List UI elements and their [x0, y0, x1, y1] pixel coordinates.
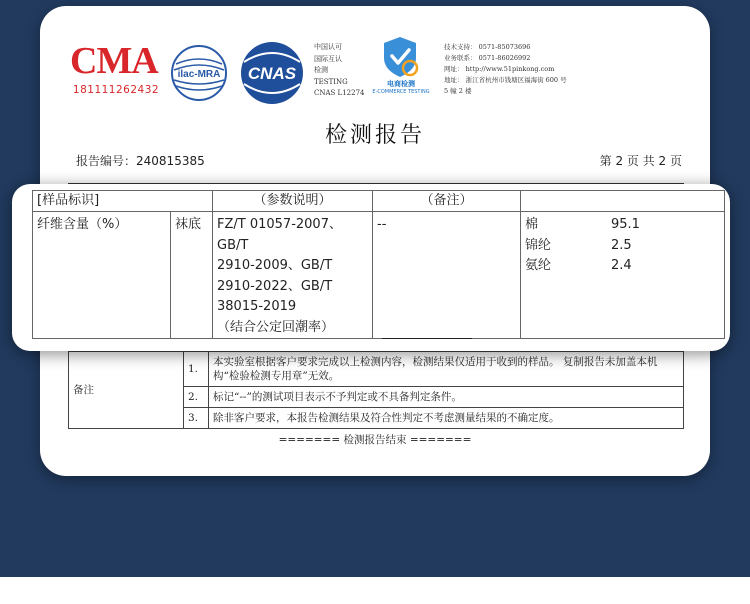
results-cell — [521, 212, 725, 339]
cma-logo-text: CMA — [70, 40, 158, 82]
lab-info-line: TESTING — [314, 77, 348, 86]
underline — [382, 338, 472, 339]
report-number — [76, 152, 205, 169]
report-number-label: 报告编号： — [76, 154, 137, 168]
remark-number: 2. — [184, 387, 209, 408]
remarks-label: 备注 — [69, 352, 184, 429]
standard-line: （结合公定回潮率） — [217, 319, 335, 335]
remark-cell: -- — [373, 212, 521, 339]
standard-line: FZ/T 01057-2007、GB/T — [217, 217, 342, 253]
sample-cell: 袜底 — [171, 212, 213, 339]
cnas-logo — [238, 40, 306, 106]
header-sample-id: [样品标识] — [33, 191, 213, 212]
report-title: 检测报告 — [324, 123, 425, 148]
contact-info — [444, 42, 567, 97]
contact-line: 业务联系： 0571-86026992 — [444, 54, 531, 62]
item-cell: 纤维含量（%） — [33, 212, 171, 339]
ecommerce-logo-cn: 电商检测 — [387, 80, 415, 88]
fiber-content-table — [32, 190, 725, 339]
lab-info-line: 中国认可 — [314, 43, 342, 51]
fiber-value: 2.4 — [611, 258, 632, 273]
standard-line: 38015-2019 — [217, 299, 297, 314]
fiber-name: 锦纶 — [525, 237, 552, 253]
lab-info-line: 国际互认 — [314, 54, 342, 63]
standard-cell — [213, 212, 373, 339]
contact-line: 技术支持： 0571-85073696 — [444, 43, 531, 51]
contact-line: 地址： 浙江省杭州市钱塘区福海街 600 号 — [444, 76, 567, 84]
header-params: （参数说明） — [213, 191, 373, 212]
accreditation-info — [314, 42, 364, 100]
lab-info-line: CNAS L12274 — [314, 89, 365, 97]
page-indicator: 第 2 页 共 2 页 — [599, 154, 682, 168]
report-end-marker: ======= 检测报告结束 ======= — [278, 434, 472, 446]
zoomed-table-overlay — [12, 184, 730, 351]
contact-line: 5 幢 2 楼 — [444, 87, 472, 95]
cma-number: 181111262432 — [72, 84, 160, 96]
ecommerce-logo-en: E-COMMERCE TESTING — [372, 89, 430, 95]
remarks-table — [68, 351, 684, 429]
standard-line: 2910-2022、GB/T — [217, 278, 333, 294]
remark-text: 除非客户要求，本报告检测结果及符合性判定不考虑测量结果的不确定度。 — [209, 408, 684, 429]
table-header-row — [33, 191, 725, 212]
standard-line: 2910-2009、GB/T — [217, 258, 333, 273]
remark-number: 3. — [184, 408, 209, 429]
remark-number: 1. — [184, 352, 209, 387]
remark-text: 本实验室根据客户要求完成以上检测内容，检测结果仅适用于收到的样品。 复制报告未加盖本机构“检验检测专用章”无效。 — [209, 352, 684, 387]
ilac-logo-text: ilac-MRA — [177, 69, 221, 80]
fiber-value: 95.1 — [611, 217, 640, 232]
fiber-name: 氨纶 — [525, 258, 552, 273]
remark-text: 标记“--”的测试项目表示不予判定或不具备判定条件。 — [209, 387, 684, 408]
fiber-value: 2.5 — [611, 237, 632, 253]
report-number-value: 240815385 — [136, 154, 205, 168]
bottom-strip — [0, 577, 750, 604]
result-line — [525, 256, 645, 277]
cma-logo — [70, 40, 162, 100]
contact-line: 网址： http://www.51pinkong.com — [444, 65, 555, 73]
lab-info-line: 检测 — [314, 66, 328, 74]
cnas-logo-text: CNAS — [247, 64, 297, 83]
fiber-name: 棉 — [525, 217, 539, 232]
result-line — [525, 215, 645, 236]
header-results — [521, 191, 725, 212]
header-remark: （备注） — [373, 191, 521, 212]
table-row — [33, 212, 725, 339]
result-line — [525, 236, 645, 257]
ilac-mra-logo — [170, 44, 228, 102]
